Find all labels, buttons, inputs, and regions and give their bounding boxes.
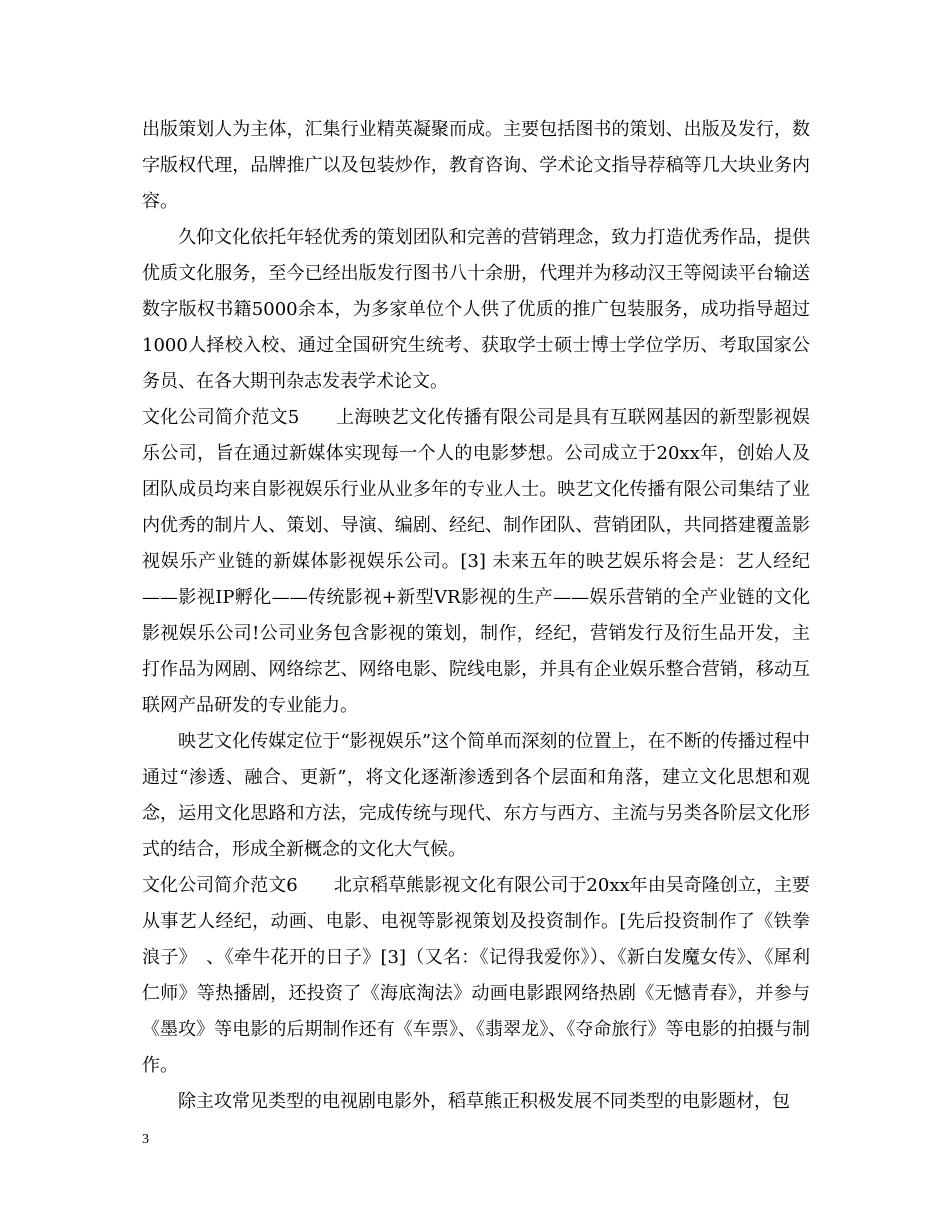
- paragraph: 文化公司简介范文5 上海映艺文化传播有限公司是具有互联网基因的新型影视娱乐公司，旨在通过新媒体实现每一个人的电影梦想。公司成立于20xx年，创始人及团队成员均来自影视娱乐行业从业多年的专业人士。映艺文化传播有限公司集结了业内优秀的制片人、策划、导演、编剧、经纪、制作团队、营销团队，共同搭建覆盖影视娱乐产业链的新媒体影视娱乐公司。[3] 未来五年的映艺娱乐将会是：艺人经纪——影视IP孵化——传统影视+新型VR影视的生产——娱乐营销的全产业链的文化影视娱乐公司!公司业务包含影视的策划，制作，经纪，营销发行及衍生品开发，主打作品为网剧、网络综艺、网络电影、院线电影，并具有企业娱乐整合营销，移动互联网产品研发的专业能力。: [142, 407, 810, 716]
- paragraph: 出版策划人为主体，汇集行业精英凝聚而成。主要包括图书的策划、出版及发行，数字版权代理，品牌推广以及包装炒作，教育咨询、学术论文指导荐稿等几大块业务内容。: [142, 119, 810, 212]
- paragraph: 映艺文化传媒定位于“影视娱乐”这个简单而深刻的位置上，在不断的传播过程中通过“渗透、融合、更新”，将文化逐渐渗透到各个层面和角落，建立文化思想和观念，运用文化思路和方法，完成传统与现代、东方与西方、主流与另类各阶层文化形式的结合，形成全新概念的文化大气候。: [142, 731, 810, 860]
- paragraph: 除主攻常见类型的电视剧电影外，稻草熊正积极发展不同类型的电影题材，包: [178, 1091, 790, 1112]
- page-number: 3: [142, 1132, 149, 1147]
- paragraph: 久仰文化依托年轻优秀的策划团队和完善的营销理念，致力打造优秀作品，提供优质文化服务，至今已经出版发行图书八十余册，代理并为移动汉王等阅读平台输送数字版权书籍5000余本，为多家单位个人供了优质的推广包装服务，成功指导超过1000人择校入校、通过全国研究生统考、获取学士硕士博士学位学历、考取国家公务员、在各大期刊杂志发表学术论文。: [142, 227, 810, 392]
- document-body: [142, 112, 810, 1120]
- paragraph: 文化公司简介范文6 北京稻草熊影视文化有限公司于20xx年由吴奇隆创立，主要从事艺人经纪，动画、电影、电视等影视策划及投资制作。[先后投资制作了《铁拳浪子》 、《牵牛花开的日子》[3]（又名：《记得我爱你》）、《新白发魔女传》、《犀利仁师》等热播剧，还投资了《海底淘法》动画电影跟网络热剧《无憾青春》，并参与《墨攻》等电影的后期制作还有《车票》、《翡翠龙》、《夺命旅行》等电影的拍摄与制作。: [142, 875, 810, 1076]
